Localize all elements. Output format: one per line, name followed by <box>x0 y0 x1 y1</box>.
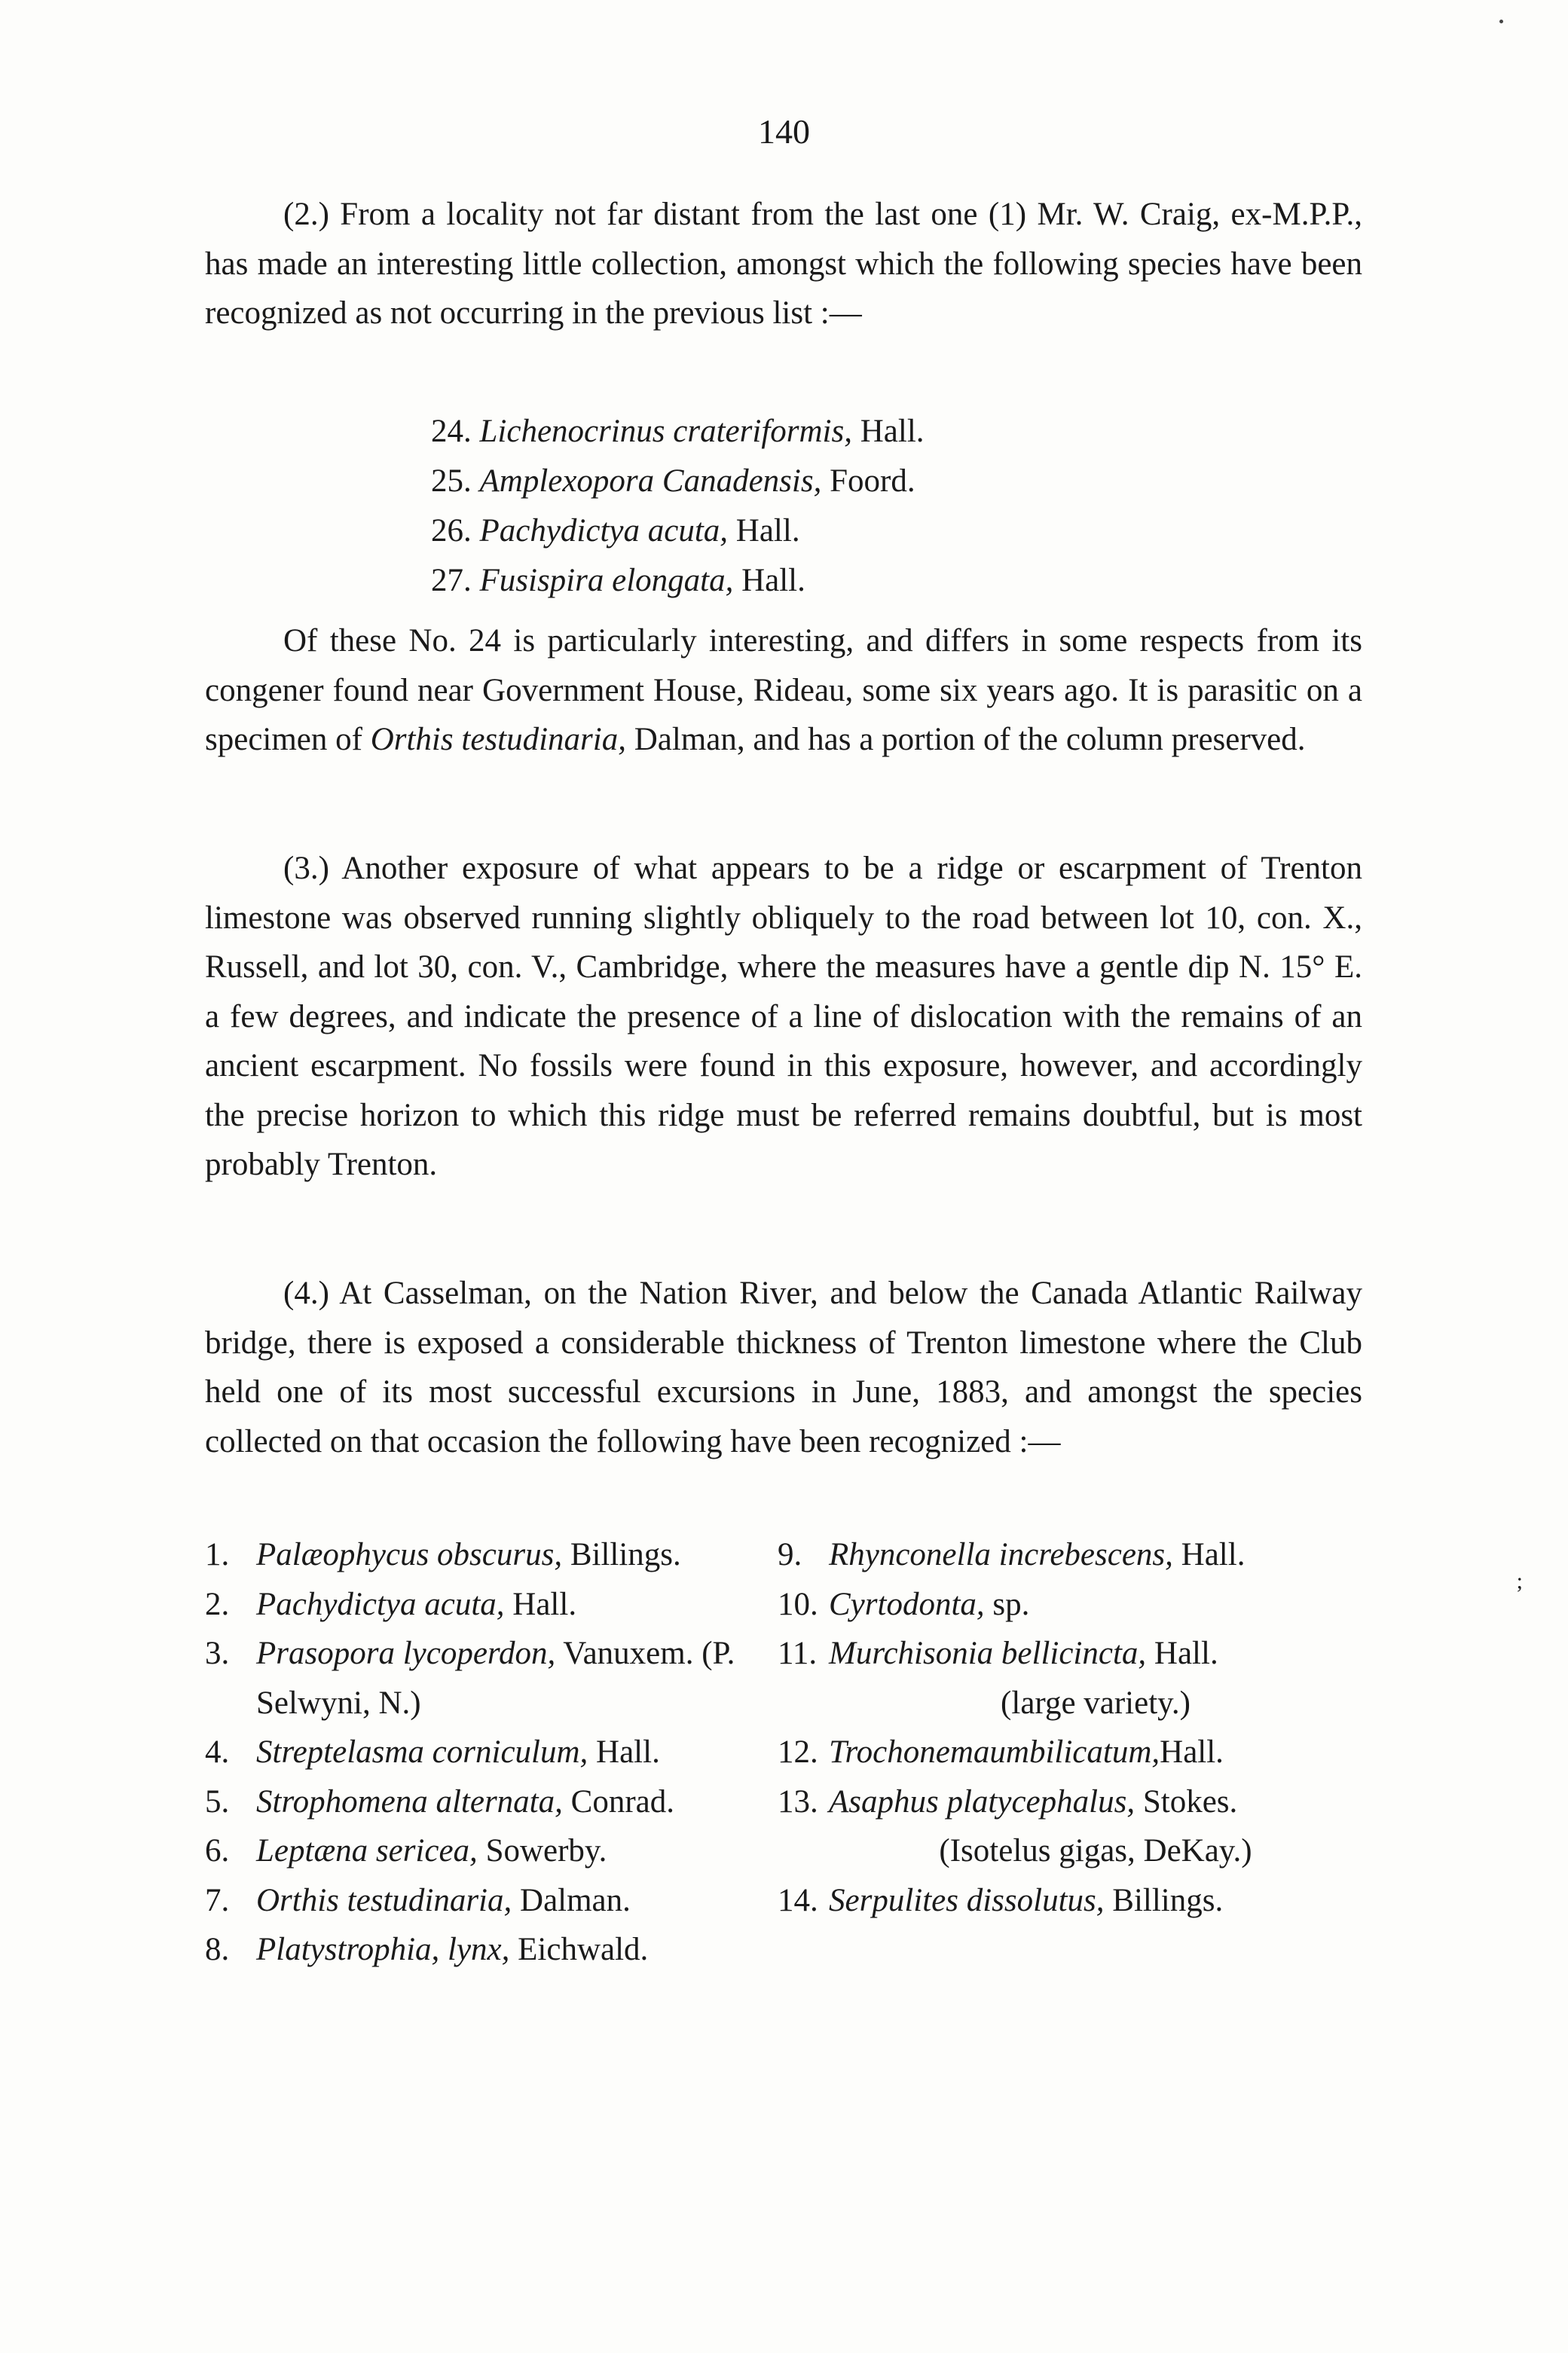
species-list-first <box>431 407 925 606</box>
speck <box>1499 20 1503 23</box>
paragraph-3: (3.) Another exposure of what appears to be a ridge or escarpment of Trenton limestone was observed running slightly obliquely to the road between lot 10, con. X., Russell, and lot 30, con. V., Cambridge, where the measures have a gentle dip N. 15° E. a few degrees, and indicate the presence of a line of dislocation with the remains of an ancient escarpment. No fossils were found in this exposure, however, and accordingly the precise horizon to which this ridge must be referred remains doubtful, but is most probably Trenton. <box>205 851 1362 1182</box>
list-item: 8. Platystrophia, lynx, Eichwald. <box>205 1932 649 1967</box>
species-list-left <box>205 1530 778 1975</box>
page-number: 140 <box>758 112 810 151</box>
list-item: 26. Pachydictya acuta, Hall. <box>431 513 800 549</box>
paragraph-2: (2.) From a locality not far distant from the last one (1) Mr. W. Craig, ex-M.P.P., has made an interesting little collection, amongst which the following species have been recognized as not occurring in the previous list :— <box>205 197 1362 331</box>
list-item: 9. Rhynconella increbescens, Hall. <box>778 1537 1246 1572</box>
paragraph-4: (4.) At Casselman, on the Nation River, and below the Canada Atlantic Railway bridge, there is exposed a considerable thickness of Trenton limestone where the Club held one of its most successful excursions in June, 1883, and amongst the species collected on that occasion the following have been recognized :— <box>205 1276 1362 1459</box>
list-item: 7. Orthis testudinaria, Dalman. <box>205 1882 631 1918</box>
list-item: 10. Cyrtodonta, sp. <box>778 1586 1030 1622</box>
list-item: 13. Asaphus platycephalus, Stokes. (Isotelus gigas, DeKay.) <box>778 1783 1252 1869</box>
list-item: 24. Lichenocrinus crateriformis, Hall. <box>431 414 925 449</box>
list-item: 5. Strophomena alternata, Conrad. <box>205 1783 674 1820</box>
list-item: 11. Murchisonia bellicincta, Hall. (large variety.) <box>778 1636 1218 1721</box>
list-item: 1. Palæophycus obscurus, Billings. <box>205 1537 681 1572</box>
list-item: 4. Streptelasma corniculum, Hall. <box>205 1734 660 1770</box>
list-item: 2. Pachydictya acuta, Hall. <box>205 1586 577 1622</box>
list-item: 12. Trochonemaumbilicatum,Hall. <box>778 1734 1224 1770</box>
margin-mark: ; <box>1516 1569 1523 1594</box>
list-item: 3. Prasopora lycoperdon, Vanuxem. (P. Selwyni, N.) <box>205 1636 735 1721</box>
list-item: 14. Serpulites dissolutus, Billings. <box>778 1882 1224 1918</box>
list-item: 27. Fusispira elongata, Hall. <box>431 563 805 598</box>
list-item: 25. Amplexopora Canadensis, Foord. <box>431 463 915 499</box>
species-list-right <box>778 1530 1362 1925</box>
paragraph-these: Of these No. 24 is particularly interesting, and differs in some respects from its congener found near Government House, Rideau, some six years ago. It is parasitic on a specimen of Orthis testudinaria, Dalman, and has a portion of the column preserved. <box>205 623 1362 757</box>
list-item: 6. Leptæna sericea, Sowerby. <box>205 1833 607 1869</box>
